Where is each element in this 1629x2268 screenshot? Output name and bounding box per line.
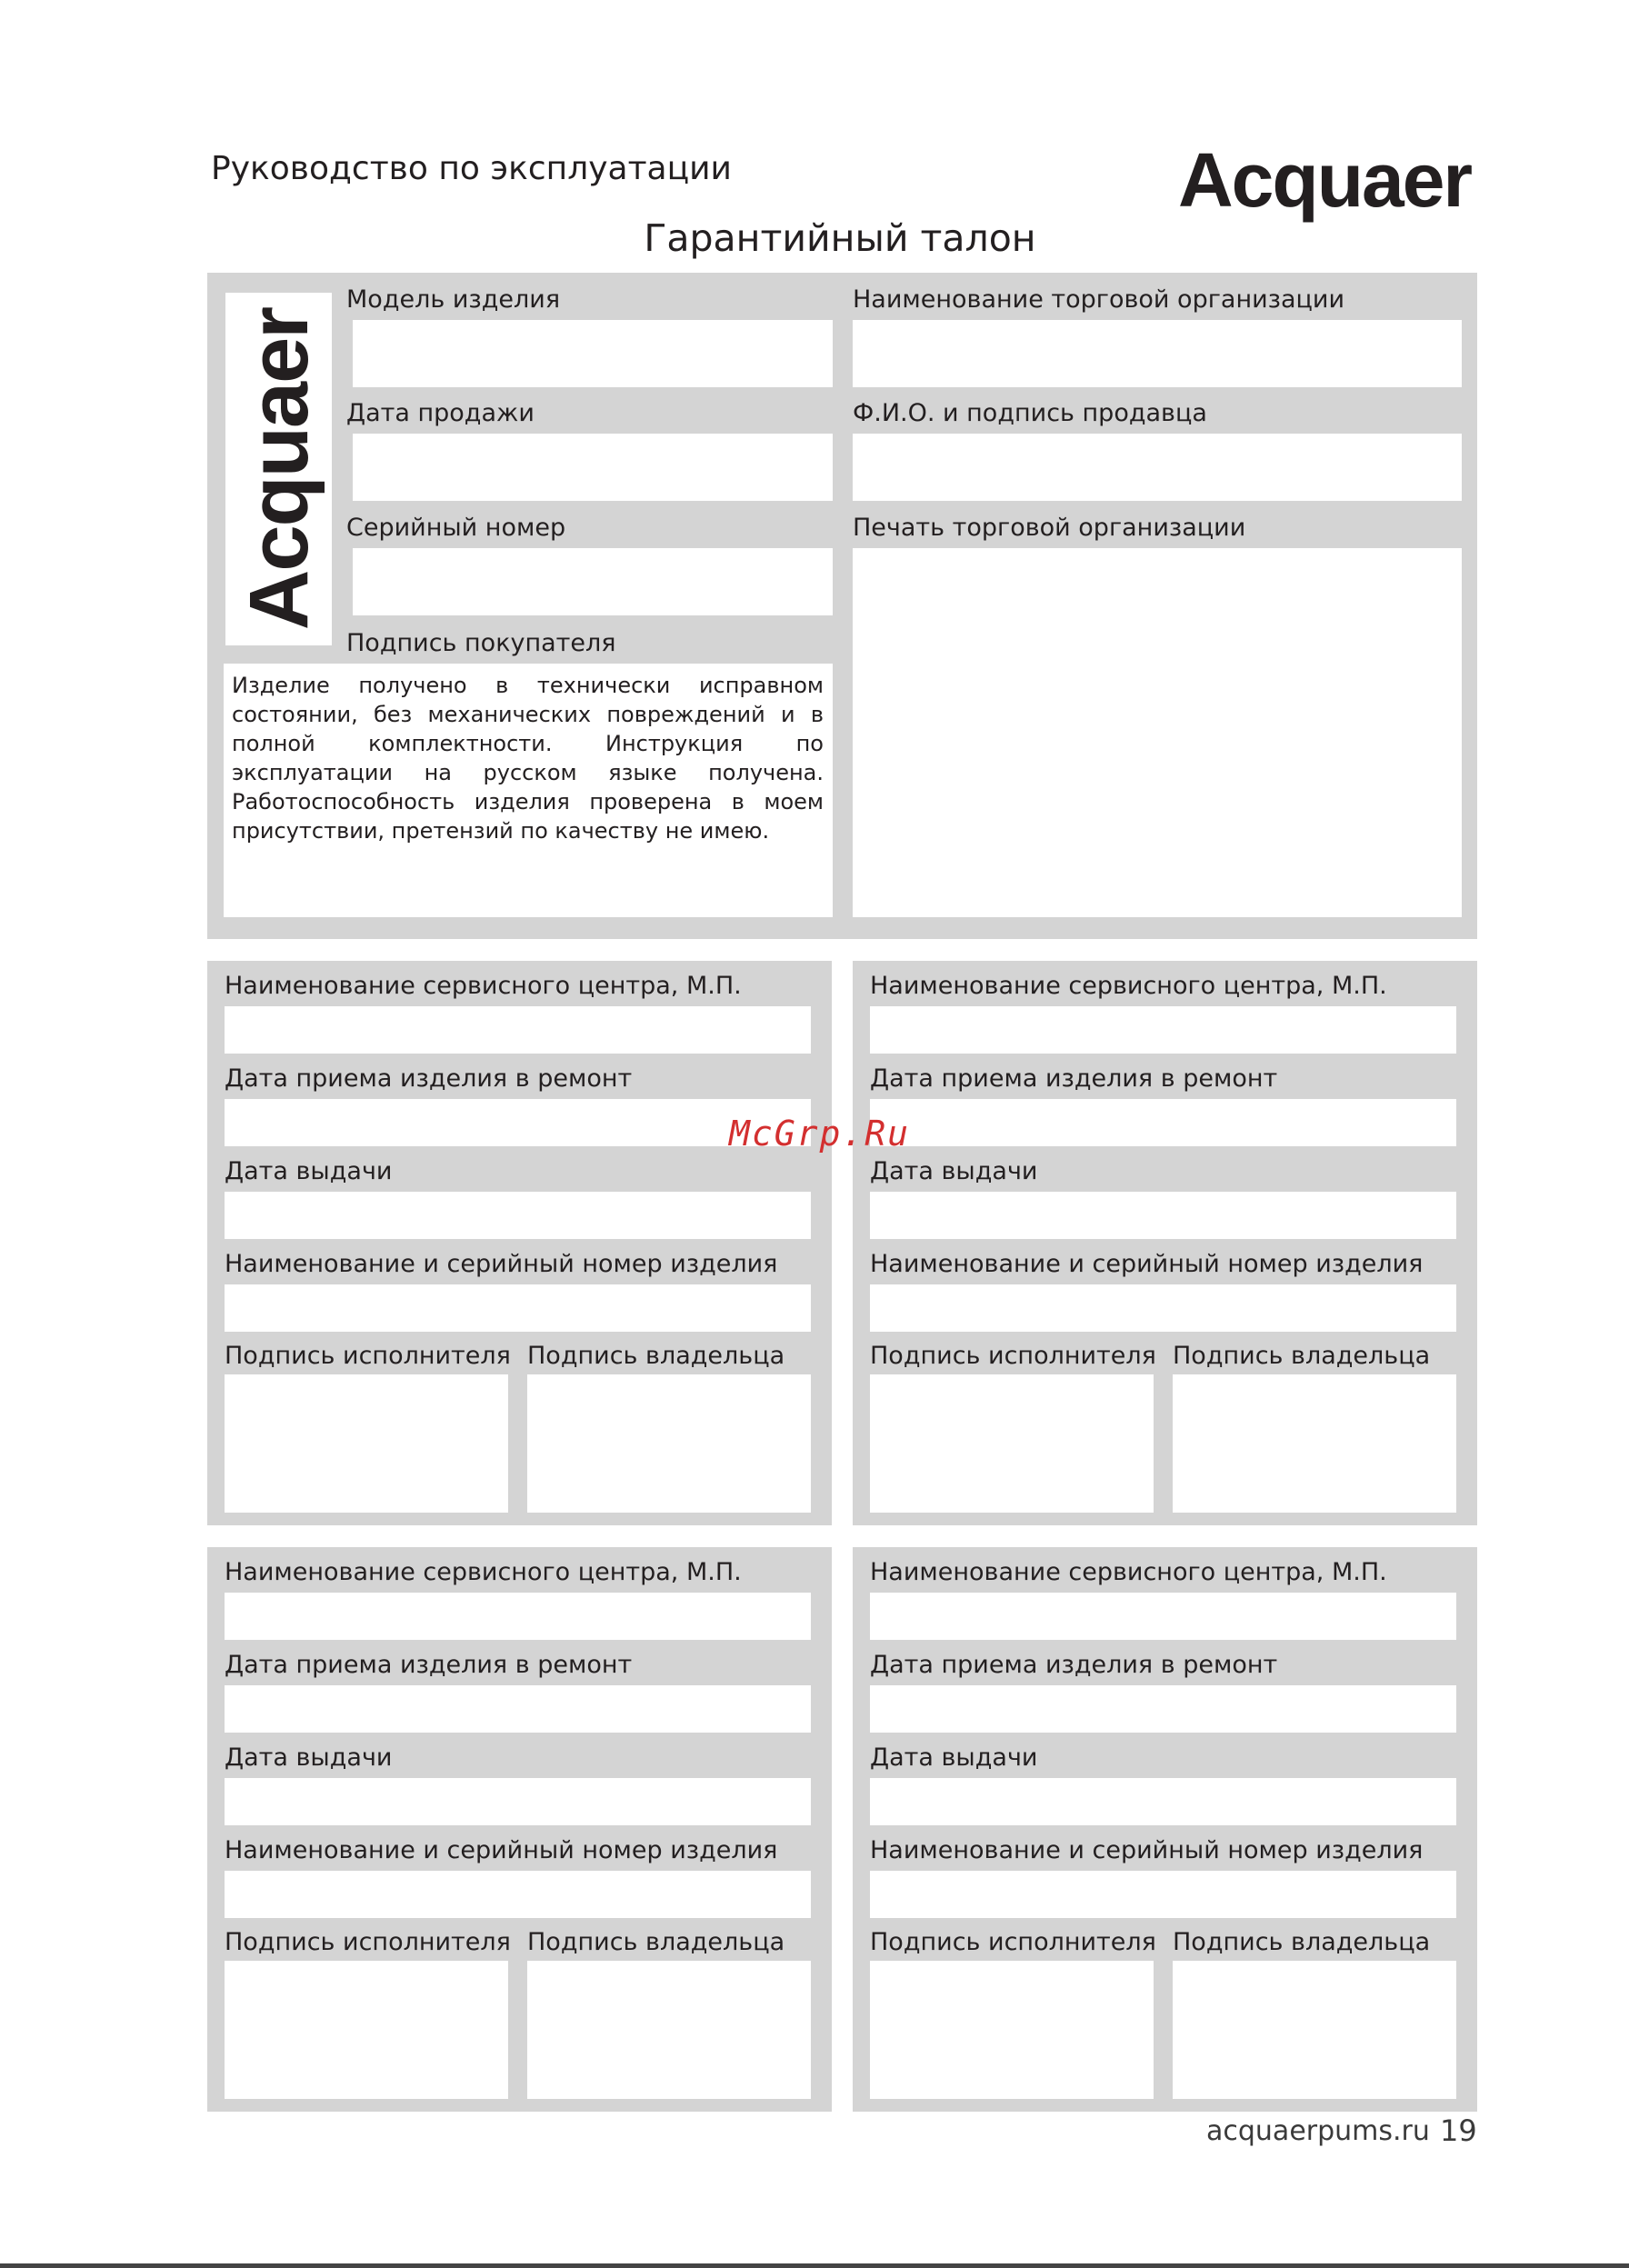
service-center-field[interactable] [225,1593,811,1640]
service-panel-3 [207,1547,832,2112]
service-panel-2 [853,961,1477,1525]
executor-signature-field[interactable] [225,1961,508,2099]
buyer-signature-field[interactable] [224,664,833,917]
product-field[interactable] [870,1871,1456,1918]
received-date-field[interactable] [870,1685,1456,1733]
bottom-rule [0,2263,1629,2268]
issued-date-label: Дата выдачи [870,1743,1038,1772]
issued-date-label: Дата выдачи [225,1157,393,1185]
issued-date-field[interactable] [225,1192,811,1239]
product-label: Наименование и серийный номер изделия [225,1250,778,1278]
product-label: Наименование и серийный номер изделия [870,1836,1424,1864]
executor-signature-field[interactable] [870,1961,1154,2099]
product-field[interactable] [225,1284,811,1332]
service-panel-4 [853,1547,1477,2112]
service-center-label: Наименование сервисного центра, М.П. [870,972,1387,1000]
owner-signature-label: Подпись владельца [527,1342,785,1370]
issued-date-field[interactable] [870,1778,1456,1825]
side-logo-box [225,293,332,645]
warranty-panel [207,273,1477,939]
service-center-field[interactable] [870,1006,1456,1054]
issued-date-label: Дата выдачи [225,1743,393,1772]
owner-signature-field[interactable] [1173,1374,1456,1513]
received-date-field[interactable] [225,1685,811,1733]
issued-date-label: Дата выдачи [870,1157,1038,1185]
service-center-label: Наименование сервисного центра, М.П. [225,972,742,1000]
model-field[interactable] [353,320,833,387]
buyer-signature-label: Подпись покупателя [346,629,616,657]
document-title: Руководство по эксплуатации [211,150,732,187]
received-date-label: Дата приема изделия в ремонт [225,1651,633,1679]
side-brand-logo: Acquaer [232,307,325,631]
serial-field[interactable] [353,548,833,615]
model-label: Модель изделия [346,285,561,314]
executor-signature-label: Подпись исполнителя [225,1342,511,1370]
store-field[interactable] [853,320,1462,387]
executor-signature-field[interactable] [870,1374,1154,1513]
executor-signature-label: Подпись исполнителя [225,1928,511,1956]
service-center-field[interactable] [870,1593,1456,1640]
issued-date-field[interactable] [870,1192,1456,1239]
serial-label: Серийный номер [346,514,566,542]
product-label: Наименование и серийный номер изделия [225,1836,778,1864]
product-label: Наименование и серийный номер изделия [870,1250,1424,1278]
received-date-field[interactable] [870,1099,1456,1146]
brand-logo: Acquaer [1178,137,1472,223]
product-field[interactable] [870,1284,1456,1332]
owner-signature-field[interactable] [527,1961,811,2099]
sale-date-field[interactable] [353,434,833,501]
seller-label: Ф.И.О. и подпись продавца [853,399,1207,427]
executor-signature-label: Подпись исполнителя [870,1928,1156,1956]
service-panel-1 [207,961,832,1525]
received-date-label: Дата приема изделия в ремонт [225,1064,633,1093]
page-number: 19 [1440,2113,1477,2148]
executor-signature-label: Подпись исполнителя [870,1342,1156,1370]
owner-signature-label: Подпись владельца [527,1928,785,1956]
owner-signature-label: Подпись владельца [1173,1928,1431,1956]
seller-field[interactable] [853,434,1462,501]
received-date-field[interactable] [225,1099,811,1146]
received-date-label: Дата приема изделия в ремонт [870,1064,1278,1093]
received-date-label: Дата приема изделия в ремонт [870,1651,1278,1679]
watermark: McGrp.Ru [729,1114,911,1154]
footer-website: acquaerpums.ru [1206,2115,1430,2147]
issued-date-field[interactable] [225,1778,811,1825]
executor-signature-field[interactable] [225,1374,508,1513]
owner-signature-label: Подпись владельца [1173,1342,1431,1370]
service-center-label: Наименование сервисного центра, М.П. [225,1558,742,1586]
product-field[interactable] [225,1871,811,1918]
owner-signature-field[interactable] [1173,1961,1456,2099]
sale-date-label: Дата продажи [346,399,535,427]
store-label: Наименование торговой организации [853,285,1345,314]
service-center-label: Наименование сервисного центра, М.П. [870,1558,1387,1586]
stamp-label: Печать торговой организации [853,514,1246,542]
owner-signature-field[interactable] [527,1374,811,1513]
stamp-field[interactable] [853,548,1462,917]
buyer-note: Изделие получено в технически исправном состоянии, без механических повреждений и в полной комплектности. Инструкция по эксплуатации на русском языке получена. Работоспособность изделия проверена в моем присутствии, претензий по качеству не имею. [232,673,824,844]
service-center-field[interactable] [225,1006,811,1054]
form-title: Гарантийный талон [644,216,1036,260]
